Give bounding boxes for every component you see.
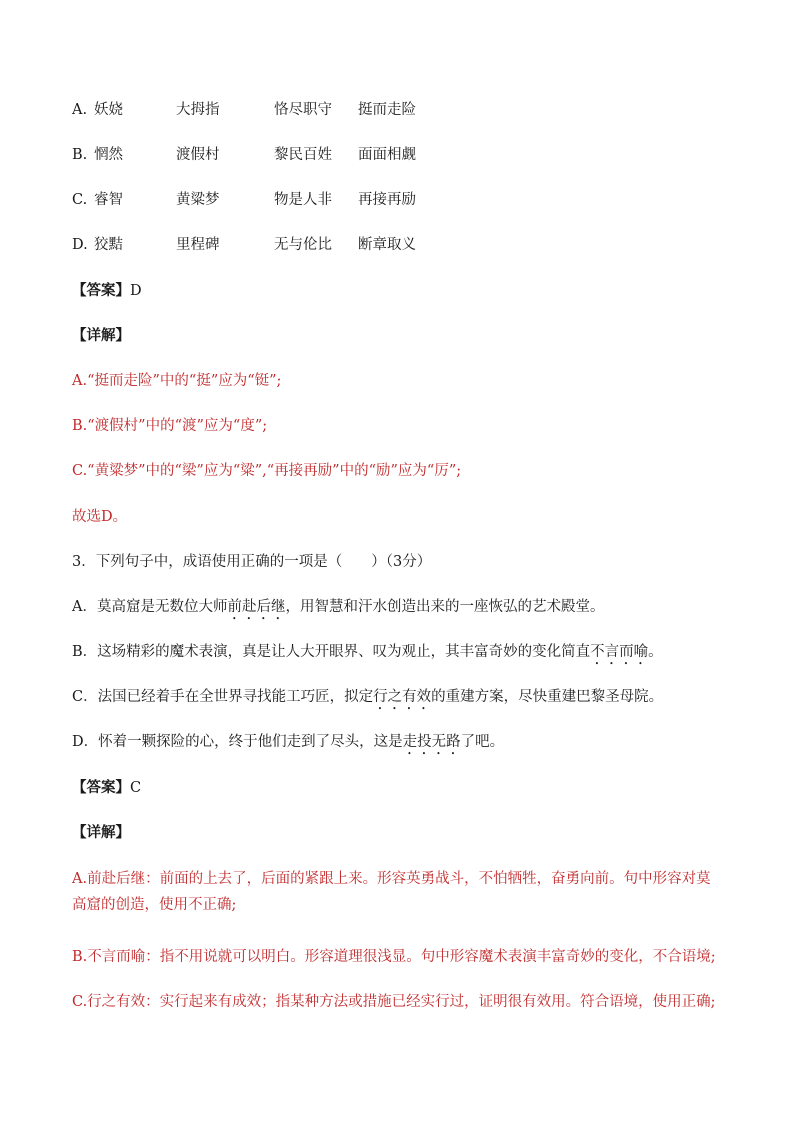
option-letter: B.: [72, 147, 88, 163]
option-word: 面面相觑: [358, 147, 416, 163]
option-word: 断章取义: [358, 237, 416, 253]
answer-value: D: [130, 283, 142, 299]
option-text: A．莫高窟是无数位大师: [72, 599, 228, 615]
option-word: 渡假村: [176, 147, 220, 163]
option-word: 挺而走险: [358, 102, 416, 118]
answer-line: [72, 777, 141, 799]
detail-line: B.不言而喻：指不用说就可以明白。形容道理很浅显。句中形容魔术表演丰富奇妙的变化，不合语境;: [72, 949, 716, 965]
answer-label: 【答案】: [72, 282, 130, 299]
option-word: 惘然: [94, 147, 123, 163]
option-text: ，用智慧和汗水创造出来的一座恢弘的艺术殿堂。: [285, 599, 605, 615]
detail-line: C.“黄粱梦”中的“梁”应为“粱”,“再接再励”中的“励”应为“厉”;: [72, 463, 462, 479]
detail-line: B.“渡假村”中的“渡”应为“度”;: [72, 418, 268, 434]
option-letter: D.: [72, 237, 88, 253]
option-letter: A.: [72, 102, 88, 118]
idiom-marked: 行之有效: [373, 689, 432, 705]
detail-line: A.前赴后继：前面的上去了，后面的紧跟上来。形容英勇战斗，不怕牺牲，奋勇向前。句中形容对莫高窟的创造，使用不正确;: [72, 871, 711, 913]
question-stem: 3．下列句子中，成语使用正确的一项是（ ）（3分）: [72, 554, 432, 570]
option-text: 的重建方案，尽快重建巴黎圣母院。: [431, 689, 664, 705]
answer-label: 【答案】: [72, 779, 130, 796]
q3-option-b: [72, 641, 663, 668]
detail-line: C.行之有效：实行起来有成效；指某种方法或措施已经实行过，证明很有效用。符合语境，使用正确;: [72, 994, 716, 1010]
option-word: 里程碑: [176, 237, 220, 253]
detail-label: 【详解】: [72, 327, 130, 344]
idiom-marked: 走投无路: [402, 734, 461, 750]
option-text: D．怀着一颗探险的心，终于他们走到了尽头，这是: [72, 734, 403, 750]
option-word: 黎民百姓: [274, 147, 332, 163]
q3-option-d: [72, 731, 504, 758]
idiom-marked: 不言而喻: [590, 644, 649, 660]
q3-option-a: [72, 596, 604, 623]
detail-line: A.“挺而走险”中的“挺”应为“铤”;: [72, 373, 282, 389]
option-word: 恪尽职守: [274, 102, 332, 118]
detail-line: 故选D。: [72, 509, 128, 525]
detail-label: 【详解】: [72, 824, 130, 841]
option-letter: C.: [72, 192, 88, 208]
answer-line: [72, 280, 142, 302]
option-word: 再接再励: [358, 192, 416, 208]
option-word: 黄粱梦: [176, 192, 220, 208]
option-word: 大拇指: [176, 102, 220, 118]
option-text: B．这场精彩的魔术表演，真是让人大开眼界、叹为观止，其丰富奇妙的变化简直: [72, 644, 591, 660]
option-text: C．法国已经着手在全世界寻找能工巧匠，拟定: [72, 689, 374, 705]
option-text: 了吧。: [460, 734, 505, 750]
idiom-marked: 前赴后继: [227, 599, 286, 615]
q3-option-c: [72, 686, 663, 713]
option-word: 无与伦比: [274, 237, 332, 253]
option-word: 妖娆: [94, 102, 123, 118]
answer-value: C: [130, 780, 142, 796]
option-text: 。: [648, 644, 663, 660]
option-word: 狡黠: [94, 237, 123, 253]
option-word: 物是人非: [274, 192, 332, 208]
option-word: 睿智: [94, 192, 123, 208]
